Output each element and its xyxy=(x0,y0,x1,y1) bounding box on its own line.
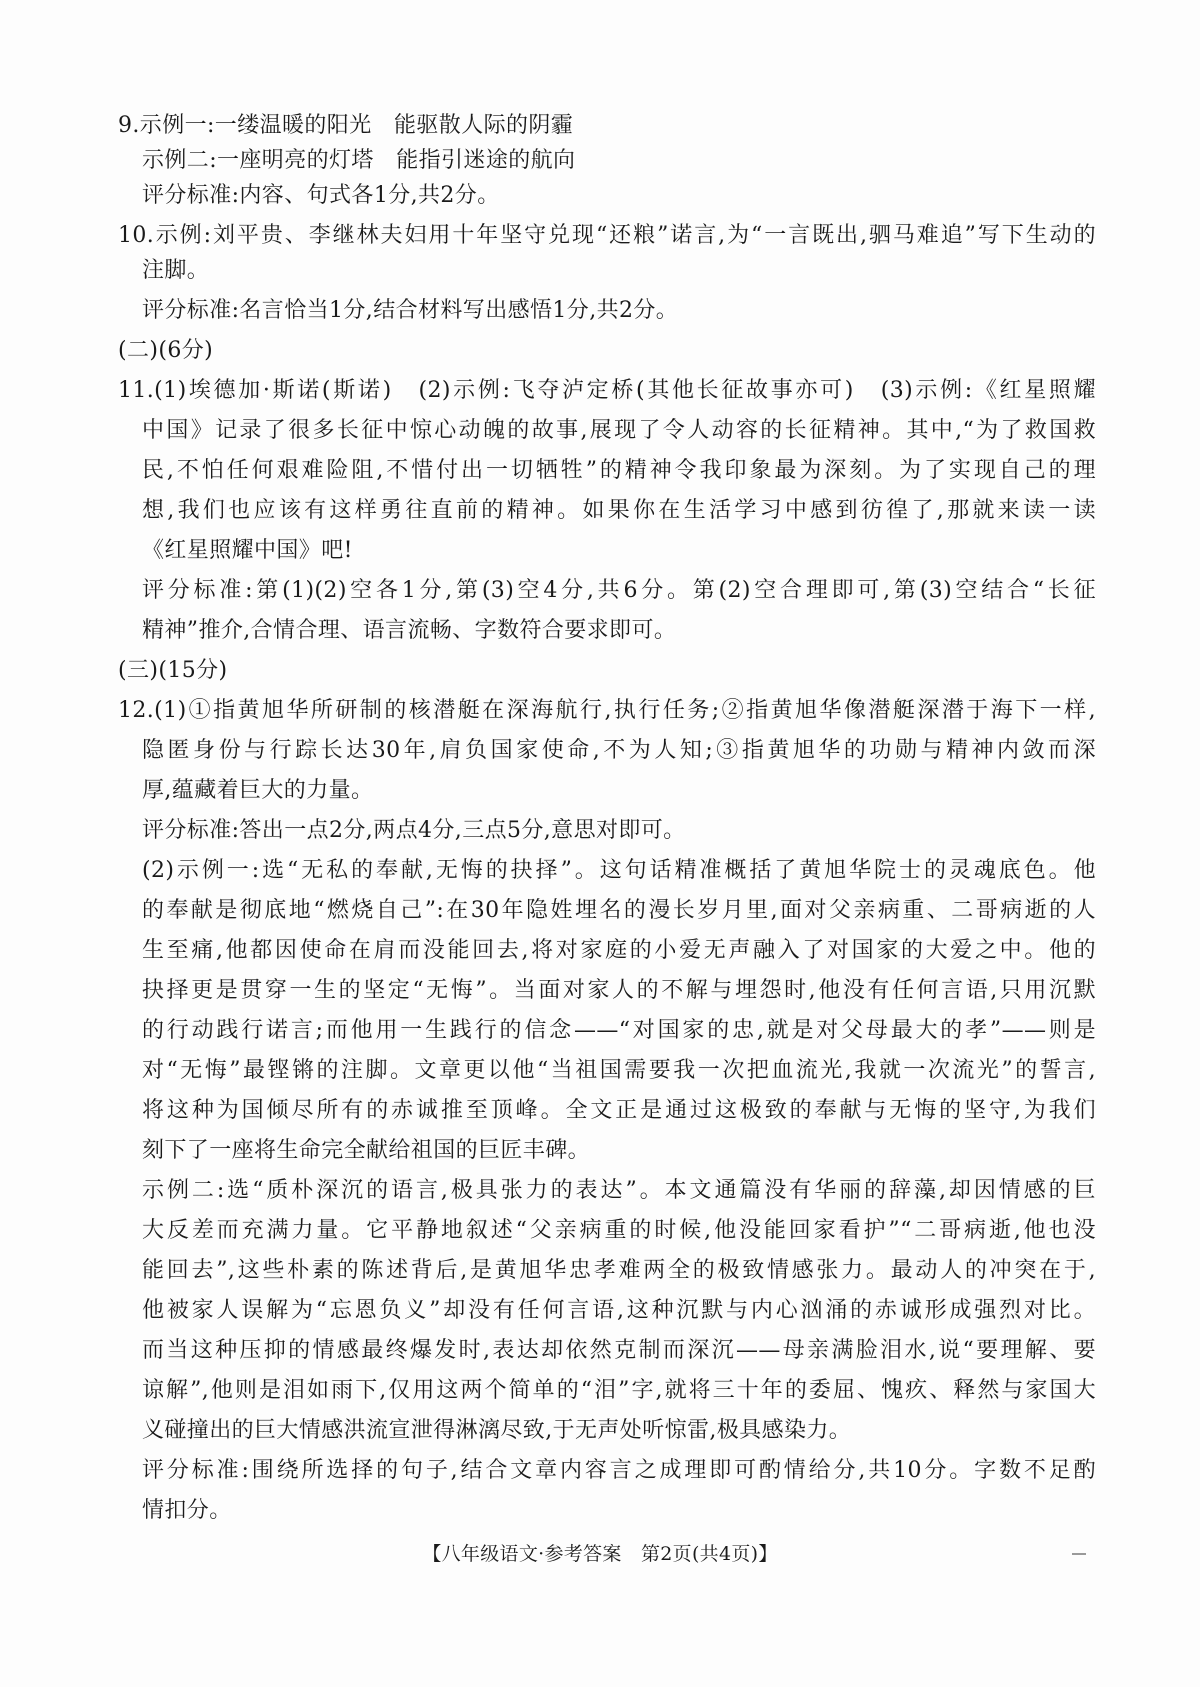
q12-part2-example-2-cont: 能回去”,这些朴素的陈述背后,是黄旭华忠孝难两全的极致情感张力。最动人的冲突在于, xyxy=(142,1258,1096,1283)
q12-part2-example-1-cont: 将这种为国倾尽所有的赤诚推至顶峰。全文正是通过这极致的奉献与无悔的坚守,为我们 xyxy=(142,1098,1096,1123)
section-3-heading: (三)(15分) xyxy=(118,658,228,683)
q12-part1-answer-cont: 厚,蕴藏着巨大的力量。 xyxy=(142,778,374,803)
q9-scoring: 评分标准:内容、句式各1分,共2分。 xyxy=(142,183,500,208)
q12-part1-answer: 12.(1)①指黄旭华所研制的核潜艇在深海航行,执行任务;②指黄旭华像潜艇深潜于海下一样, xyxy=(118,698,1096,723)
q9-example-1: 9.示例一:一缕温暖的阳光 能驱散人际的阴霾 xyxy=(118,113,574,138)
q12-part2-example-2-cont: 义碰撞出的巨大情感洪流宣泄得淋漓尽致,于无声处听惊雷,极具感染力。 xyxy=(142,1418,852,1443)
q11-answer: 11.(1)埃德加·斯诺(斯诺) (2)示例:飞夺泸定桥(其他长征故事亦可) (3)示例:《红星照耀 xyxy=(118,378,1096,403)
q9-example-2: 示例二:一座明亮的灯塔 能指引迷途的航向 xyxy=(142,148,576,173)
page-footer: 【八年级语文·参考答案 第2页(共4页)】 xyxy=(422,1543,778,1565)
q10-example: 10.示例:刘平贵、李继林夫妇用十年坚守兑现“还粮”诺言,为“一言既出,驷马难追”写下生动的 xyxy=(118,223,1096,248)
q12-part2-example-1-cont: 刻下了一座将生命完全献给祖国的巨匠丰碑。 xyxy=(142,1138,591,1163)
q12-part2-example-1-cont: 对“无悔”最铿锵的注脚。文章更以他“当祖国需要我一次把血流光,我就一次流光”的誓言, xyxy=(142,1058,1096,1083)
q12-part2-scoring: 评分标准:围绕所选择的句子,结合文章内容言之成理即可酌情给分,共10分。字数不足酌 xyxy=(142,1458,1096,1483)
q12-part2-example-1-cont: 的奉献是彻底地“燃烧自己”:在30年隐姓埋名的漫长岁月里,面对父亲病重、二哥病逝的人 xyxy=(142,898,1096,923)
q10-example-cont: 注脚。 xyxy=(142,258,210,283)
scan-mark xyxy=(1072,1553,1086,1555)
q12-part2-example-1-cont: 抉择更是贯穿一生的坚定“无悔”。当面对家人的不解与埋怨时,他没有任何言语,只用沉默 xyxy=(142,978,1096,1003)
answer-content xyxy=(118,108,1098,1528)
q12-part2-example-2-cont: 谅解”,他则是泪如雨下,仅用这两个简单的“泪”字,就将三十年的委屈、愧疚、释然与家国大 xyxy=(142,1378,1096,1403)
q11-answer-cont: 《红星照耀中国》吧! xyxy=(142,538,353,563)
q12-part2-example-1-cont: 生至痛,他都因使命在肩而没能回去,将对家庭的小爱无声融入了对国家的大爱之中。他的 xyxy=(142,938,1096,963)
q12-part2-example-2-cont: 他被家人误解为“忘恩负义”却没有任何言语,这种沉默与内心汹涌的赤诚形成强烈对比。 xyxy=(142,1298,1096,1323)
section-2-heading: (二)(6分) xyxy=(118,338,214,363)
q12-part2-example-1-cont: 的行动践行诺言;而他用一生践行的信念——“对国家的忠,就是对父母最大的孝”——则是 xyxy=(142,1018,1096,1043)
q11-answer-cont: 中国》记录了很多长征中惊心动魄的故事,展现了令人动容的长征精神。其中,“为了救国救 xyxy=(142,418,1096,443)
q12-part2-scoring-cont: 情扣分。 xyxy=(142,1498,232,1523)
q12-part2-example-2-cont: 而当这种压抑的情感最终爆发时,表达却依然克制而深沉——母亲满脸泪水,说“要理解、要 xyxy=(142,1338,1096,1363)
q12-part2-example-2-cont: 大反差而充满力量。它平静地叙述“父亲病重的时候,他没能回家看护”“二哥病逝,他也没 xyxy=(142,1218,1096,1243)
q12-part2-example-1: (2)示例一:选“无私的奉献,无悔的抉择”。这句话精准概括了黄旭华院士的灵魂底色。他 xyxy=(142,858,1096,883)
q12-part1-scoring: 评分标准:答出一点2分,两点4分,三点5分,意思对即可。 xyxy=(142,818,686,843)
q10-scoring: 评分标准:名言恰当1分,结合材料写出感悟1分,共2分。 xyxy=(142,298,679,323)
q12-part1-answer-cont: 隐匿身份与行踪长达30年,肩负国家使命,不为人知;③指黄旭华的功勋与精神内敛而深 xyxy=(142,738,1096,763)
q11-scoring: 评分标准:第(1)(2)空各1分,第(3)空4分,共6分。第(2)空合理即可,第(3)空结合“长征 xyxy=(142,578,1096,603)
q11-answer-cont: 想,我们也应该有这样勇往直前的精神。如果你在生活学习中感到彷徨了,那就来读一读 xyxy=(142,498,1096,523)
q12-part2-example-2: 示例二:选“质朴深沉的语言,极具张力的表达”。本文通篇没有华丽的辞藻,却因情感的巨 xyxy=(142,1178,1096,1203)
q11-scoring-cont: 精神”推介,合情合理、语言流畅、字数符合要求即可。 xyxy=(142,618,677,643)
q11-answer-cont: 民,不怕任何艰难险阻,不惜付出一切牺牲”的精神令我印象最为深刻。为了实现自己的理 xyxy=(142,458,1096,483)
